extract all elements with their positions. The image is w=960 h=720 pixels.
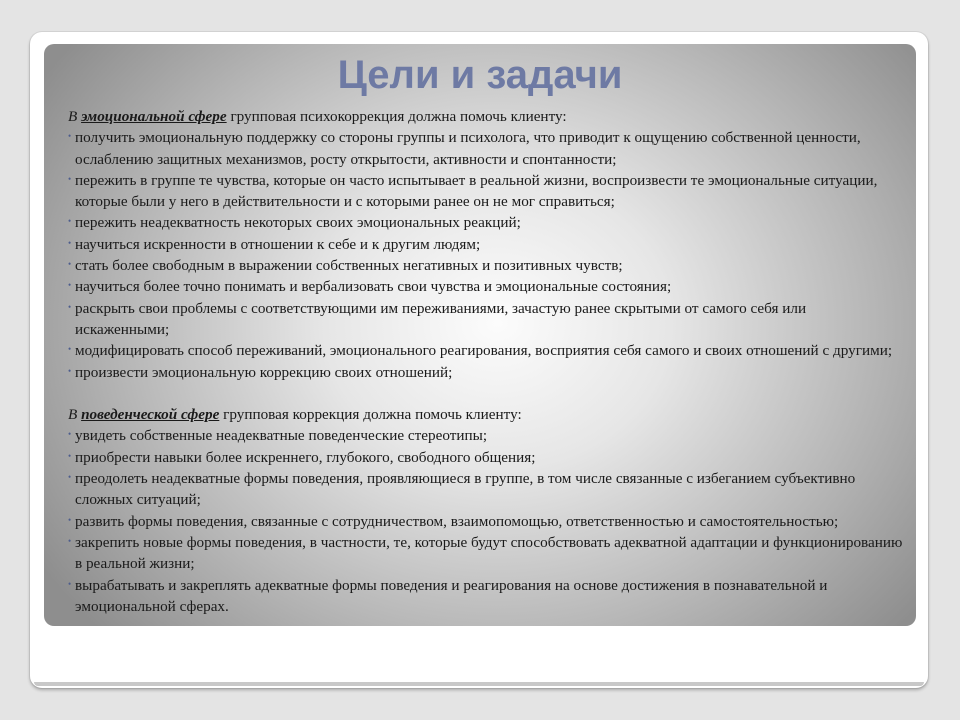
list-item (68, 170, 904, 213)
emotional-lead-prefix: В (68, 108, 78, 125)
list-item (68, 468, 904, 511)
bullet-icon: • (68, 514, 72, 525)
bullet-icon: • (68, 237, 72, 248)
list-item-text: пережить в группе те чувства, которые он часто испытывает в реальной жизни, воспроизвести те эмоциональные ситуации, которые были у него в действительности и с которыми ранее он не мог справиться; (75, 171, 878, 211)
bullet-icon: • (68, 301, 72, 312)
bullet-icon: • (68, 450, 72, 461)
list-item-text: преодолеть неадекватные формы поведения, проявляющиеся в группе, в том числе связанные с избеганием субъективно сложных ситуаций; (75, 470, 856, 509)
list-item (68, 298, 904, 341)
list-item (68, 340, 904, 361)
bullet-icon: • (68, 173, 72, 184)
behavioral-list (68, 425, 904, 617)
bullet-icon: • (68, 365, 72, 376)
section-spacer (68, 383, 904, 404)
slide-bottom-strip (34, 682, 924, 686)
list-item (68, 362, 904, 383)
list-item-text: модифицировать способ переживаний, эмоционального реагирования, восприятия себя самого и своих отношений с другими; (75, 342, 893, 360)
list-item-text: научиться более точно понимать и вербализовать свои чувства и эмоциональные состояния; (75, 278, 672, 296)
list-item-text: стать более свободным в выражении собственных негативных и позитивных чувств; (75, 257, 623, 275)
list-item (68, 532, 904, 575)
list-item (68, 511, 904, 532)
slide-title: Цели и задачи (337, 53, 623, 97)
bullet-icon: • (68, 472, 72, 483)
list-item-text: приобрести навыки более искреннего, глубокого, свободного общения; (75, 448, 536, 466)
bullet-icon: • (68, 259, 72, 270)
list-item-text: вырабатывать и закреплять адекватные формы поведения и реагирования на основе достижения в познавательной и эмоциональной сферах. (75, 576, 828, 615)
list-item (68, 127, 904, 170)
behavioral-lead-prefix: В (68, 406, 78, 424)
behavioral-lead-rest: групповая коррекция должна помочь клиенту: (223, 406, 522, 424)
list-item (68, 425, 904, 446)
list-item-text: развить формы поведения, связанные с сотрудничеством, взаимопомощью, ответственностью и самостоятельностью; (75, 512, 839, 530)
list-item (68, 212, 904, 233)
slide-text-body (68, 106, 904, 617)
list-item-text: научиться искренности в отношении к себе и к другим людям; (75, 235, 481, 253)
bullet-icon: • (68, 535, 72, 546)
list-item (68, 575, 904, 618)
emotional-lead-rest: групповая психокоррекция должна помочь клиенту: (230, 108, 567, 125)
list-item (68, 234, 904, 255)
behavioral-sphere-term: поведенческой сфере (81, 406, 220, 424)
bullet-icon: • (68, 578, 72, 589)
list-item-text: раскрыть свои проблемы с соответствующими им переживаниями, зачастую ранее скрытыми от самого себя или искаженными; (75, 299, 807, 338)
emotional-list (68, 127, 904, 383)
emotional-sphere-term: эмоциональной сфере (81, 108, 227, 125)
bullet-icon: • (68, 131, 72, 142)
list-item-text: закрепить новые формы поведения, в частности, те, которые будут способствовать адекватной адаптации и функционированию в реальной жизни; (75, 533, 903, 573)
list-item-text: увидеть собственные неадекватные поведенческие стереотипы; (75, 427, 488, 445)
bullet-icon: • (68, 344, 72, 355)
bullet-icon: • (68, 280, 72, 291)
list-item-text: произвести эмоциональную коррекцию своих отношений; (75, 363, 453, 381)
list-item (68, 447, 904, 468)
list-item (68, 276, 904, 297)
list-item-text: пережить неадекватность некоторых своих эмоциональных реакций; (75, 214, 521, 232)
bullet-icon: • (68, 429, 72, 440)
bullet-icon: • (68, 216, 72, 227)
list-item (68, 255, 904, 276)
behavioral-sphere-lead (68, 404, 904, 425)
emotional-sphere-lead (68, 106, 904, 127)
list-item-text: получить эмоциональную поддержку со стороны группы и психолога, что приводит к ощущению собственной ценности, ослаблению защитных механизмов, росту открытости, активности и спонтанности; (75, 129, 861, 168)
